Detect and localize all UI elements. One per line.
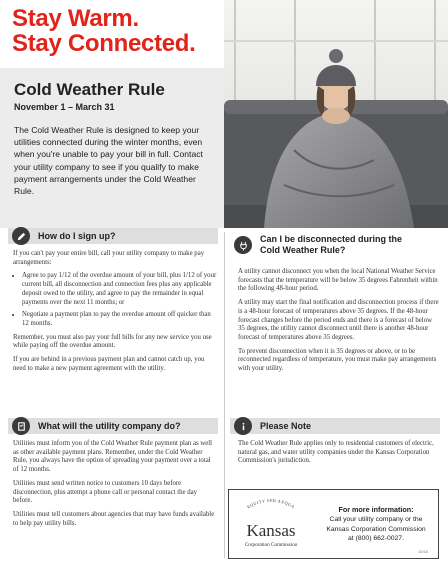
more-info-line-2: Kansas Corporation Commission — [326, 525, 426, 533]
sign-up-intro: If you can't pay your entire bill, call your utility company to make pay arrangements: — [13, 250, 205, 266]
sign-up-header — [8, 228, 218, 244]
pencil-icon — [12, 227, 30, 245]
intro-text: The Cold Weather Rule is designed to keep your utilities connected during the winter months, even when you're unable to pay your bill in full. Contact your utility company to see if you qualify to make payment arrangements under the Cold Weather Rule. — [14, 125, 203, 197]
sign-up-options — [13, 272, 217, 328]
disconnect-heading-line-2: Cold Weather Rule? — [260, 245, 346, 255]
more-info-phone: at (800) 662-0027. — [348, 535, 404, 542]
sign-up-heading: How do I sign up? — [38, 231, 116, 241]
disconnect-body — [238, 268, 439, 379]
disconnect-p2: A utility may start the final notification and disconnection process if there is a 48-hour forecast of temperatures above 35 degrees. If the 48-hour forecast changes before the period ends and there is a forecast of below 35 degrees, the utility cannot disconnect until there is another 48-hour forecast of temperatures above 35 degrees. — [238, 299, 439, 341]
column-divider — [224, 232, 225, 558]
svg-text:EQUITY PER AEQUA — [246, 498, 296, 510]
note-body — [238, 440, 438, 471]
sign-up-option-2: • Negotiate a payment plan to pay the overdue amount off quicker than 12 months. — [22, 311, 217, 328]
sign-up-body — [13, 250, 217, 378]
woman-in-blanket-photo — [224, 0, 448, 228]
disconnect-p1: A utility cannot disconnect you when the local National Weather Service forecasts that the temperature will be below 35 degrees Fahrenheit within the following 48-hour period. — [238, 268, 438, 293]
note-header — [230, 418, 440, 434]
note-text: The Cold Weather Rule applies only to residential customers of electric, natural gas, and water utility companies under the Kansas Corporation Commission's jurisdiction. — [238, 440, 434, 465]
page-title: Cold Weather Rule — [14, 80, 165, 99]
utility-do-body — [13, 440, 217, 533]
utility-do-p2: Utilities must send written notice to customers 10 days before disconnection, plus attempt a phone call or personal contact the day before. — [13, 479, 198, 505]
logo-subtitle: Corporation Commission — [244, 542, 298, 548]
more-info-line-1: Call your utility company or the — [329, 516, 423, 523]
headline-line-1: Stay Warm. — [12, 5, 139, 32]
utility-do-p3: Utilities must tell customers about agencies that may have funds available to help pay utility bills. — [13, 510, 215, 527]
info-icon — [234, 417, 252, 435]
utility-do-heading: What will the utility company do? — [38, 421, 181, 431]
disconnect-header — [234, 233, 439, 257]
document-code: 10/16 — [418, 549, 429, 554]
headline — [12, 6, 217, 56]
logo-name: Kansas — [246, 521, 296, 540]
utility-do-p1: Utilities must inform you of the Cold Weather Rule payment plan as well as other available payment plans. Remember, under the Cold Weather Rule, you always have the option of spreading your payment over a total of 12 months. — [13, 440, 213, 474]
disconnect-heading-line-1: Can I be disconnected during the — [260, 234, 403, 244]
utility-do-header — [8, 418, 218, 434]
date-range: November 1 – March 31 — [14, 102, 115, 112]
logo-motto: EQUITY PER AEQUA — [246, 498, 296, 510]
checklist-icon — [12, 417, 30, 435]
disconnect-p3: To prevent disconnection when it is 35 degrees or above, or to be reconnected regardless of temperature, you must make pay arrangements with your utility. — [238, 347, 437, 373]
sign-up-reminder: Remember, you must also pay your full bills for any new service you use while paying off the overdue amount. — [13, 333, 212, 350]
headline-line-2: Stay Connected. — [12, 30, 196, 57]
kcc-logo — [232, 498, 310, 552]
more-info-text — [316, 515, 436, 544]
more-info-title: For more information: — [338, 505, 414, 514]
sign-up-behind: If you are behind in a previous payment plan and cannot catch up, you need to make a new payment agreement with the utility. — [13, 356, 205, 372]
note-heading: Please Note — [260, 421, 312, 431]
sign-up-option-1: • Agree to pay 1/12 of the overdue amount of your bill, plus 1/12 of your current bill, all disconnection and connection fees plus any applicable deposit owed to the utility, and agree to pay the remainder in equal payments over the next 11 months; or — [22, 272, 217, 307]
power-plug-icon — [234, 236, 252, 254]
